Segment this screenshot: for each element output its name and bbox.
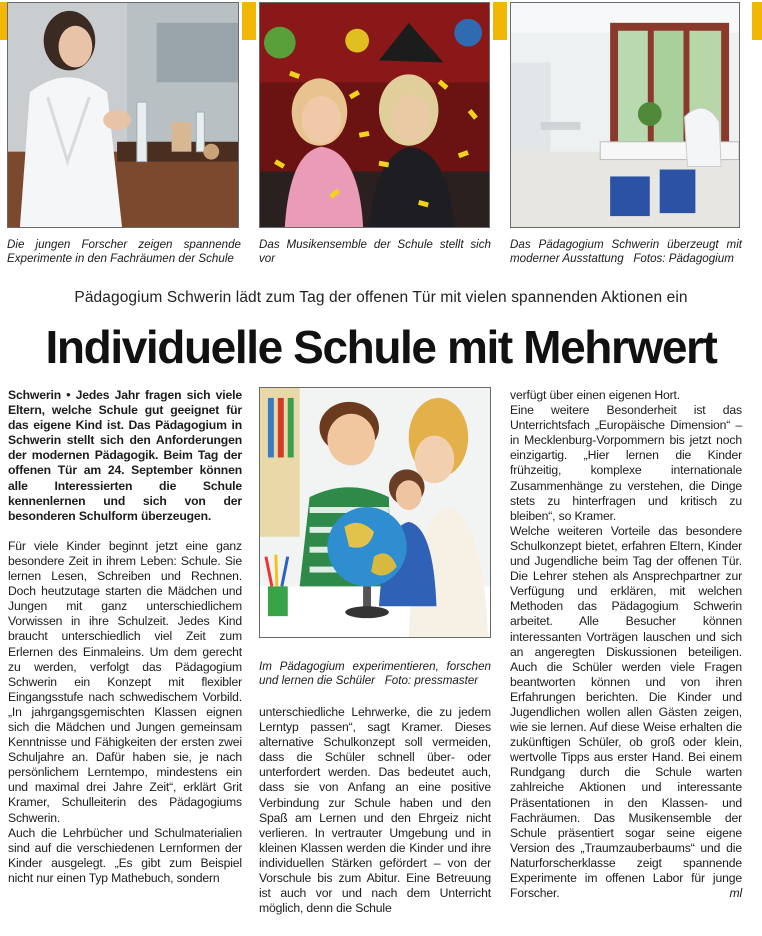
article-column-2 xyxy=(259,705,491,916)
article-paragraph: Welche weiteren Vorteile das besondere Schulkonzept bietet, erfahren Eltern, Kinder und Jugendliche beim Tag der offenen Tür. Die Lehrer stehen als Ansprechpartner zur Verfügung und erklären, mit welchen Methoden das Pädagogium Schwerin arbeitet. Alle Besucher können interessanten Vorträgen lauschen und sich an angeregten Diskussionen beteiligen. Auch die Schüler werden viele Fragen beantworten können und von ihren Erfahrungen berichten. Die Kinder und Jugendlichen wollen allen Gästen zeigen, wie sie lernen. Auf diese Weise erhalten die zukünftigen Schüler, ob groß oder klein, wertvolle Tipps aus erster Hand. Bei einem Rundgang durch die Schule warten zahlreiche Aktionen und interessante Präsentationen in den Klassen- und Fachräumen. Das Musikensemble der Schule präsentiert sogar seine eigene Version des „Traumzauberbaums“ und die Naturforscherklasse zeigt spannende Experimente im offenen Labor für junge Forscher. ml xyxy=(510,523,742,901)
article-paragraph: Auch die Lehrbücher und Schulmaterialien sind auf die verschiedenen Lernformen der Kinder ausgelegt. „Es gibt zum Beispiel nicht nur einen Typ Mathebuch, sondern xyxy=(8,825,242,885)
photo-classroom xyxy=(510,2,740,228)
accent-bar-mid1 xyxy=(242,2,256,40)
article-paragraph: Für viele Kinder beginnt jetzt eine ganz besondere Zeit in ihrem Leben: Schule. Sie lernen Lesen, Schreiben und Rechnen. Doch heutzutage starten die Mädchen und Jungen mit ganz unterschiedlichem Vorwissen in ihre Schulzeit. Jedes Kind braucht unterschiedlich viel Zeit zum Erlernen des Einmaleins. Um dem gerecht zu werden, verfolgt das Pädagogium Schwerin ein Konzept mit flexibler Eingangsstufe nach schwedischem Vorbild. „In jahrgangsgemischten Klassen eignen sich die Mädchen und Jungen gemeinsam Kenntnisse und Fähigkeiten der ersten zwei Schuljahre an. Dafür haben sie, je nach persönlichem Lerntempo, mindestens ein und maximal drei Jahre Zeit“, erklärt Grit Kramer, Schulleiterin des Pädagogiums Schwerin. xyxy=(8,538,242,825)
photo-credit-center: Foto: pressmaster xyxy=(384,674,479,687)
article-lead: Schwerin • Jedes Jahr fragen sich viele Eltern, welche Schule gut geeignet für das eigene Kind ist. Das Pädagogium in Schwerin stellt sich den Anforderungen der modernen Pädagogik. Beim Tag der offenen Tür am 24. September können alle Interessierten die Schule kennenlernen und sich von der besonderen Schulform überzeugen. xyxy=(8,388,242,523)
author-signature: ml xyxy=(729,886,742,901)
photo-lab-experiment xyxy=(7,2,239,228)
accent-bar-mid2 xyxy=(493,2,507,40)
caption-children-globe: Im Pädagogium experimentieren, forschen und lernen die Schüler Foto: pressmaster xyxy=(259,660,491,687)
photo-children-globe xyxy=(259,387,491,638)
article-paragraph: Eine weitere Besonderheit ist das Unterrichtsfach „Europäische Dimension“ – in Mecklenburg-Vorpommern bis jetzt noch einzigartig. „Hier lernen die Kinder frühzeitig, komplexe internationale Zusammenhänge zu verstehen, die Dinge stets zu hinterfragen und kritisch zu bleiben“, so Kramer. xyxy=(510,403,742,523)
caption-lab: Die jungen Forscher zeigen spannende Experimente in den Fachräumen der Schule xyxy=(7,238,241,265)
article-column-1 xyxy=(8,388,242,886)
caption-ensemble: Das Musikensemble der Schule stellt sich vor xyxy=(259,238,491,265)
article-paragraph: unterschiedliche Lehrwerke, die zu jedem Lerntyp passen“, sagt Kramer. Dieses alternative Schulkonzept soll vermeiden, dass die Schüler schnell über- oder unterfordert werden. Das bedeutet auch, dass sie von Anfang an eine positive Verbindung zur Schule haben und den Spaß am Lernen und den Ehrgeiz nicht verlieren. In vertrauter Umgebung und in kleinen Klassen werden die Kinder und ihre individuellen Stärken gefördert – von der Vorschule bis zum Abitur. Eine Betreuung ist auch vor und nach dem Unterricht möglich, denn die Schule xyxy=(259,705,491,916)
caption-classroom: Das Pädagogium Schwerin überzeugt mit moderner Ausstattung Fotos: Pädagogium xyxy=(510,238,742,265)
photo-credit-top: Fotos: Pädagogium xyxy=(633,252,734,265)
kicker-line: Pädagogium Schwerin lädt zum Tag der offenen Tür mit vielen spannenden Aktionen ein xyxy=(74,289,688,306)
article-column-3 xyxy=(510,388,742,901)
article-paragraph: verfügt über einen eigenen Hort. xyxy=(510,388,681,402)
accent-bar-right xyxy=(752,2,762,40)
headline: Individuelle Schule mit Mehrwert xyxy=(45,321,717,373)
photo-music-ensemble xyxy=(259,2,490,228)
